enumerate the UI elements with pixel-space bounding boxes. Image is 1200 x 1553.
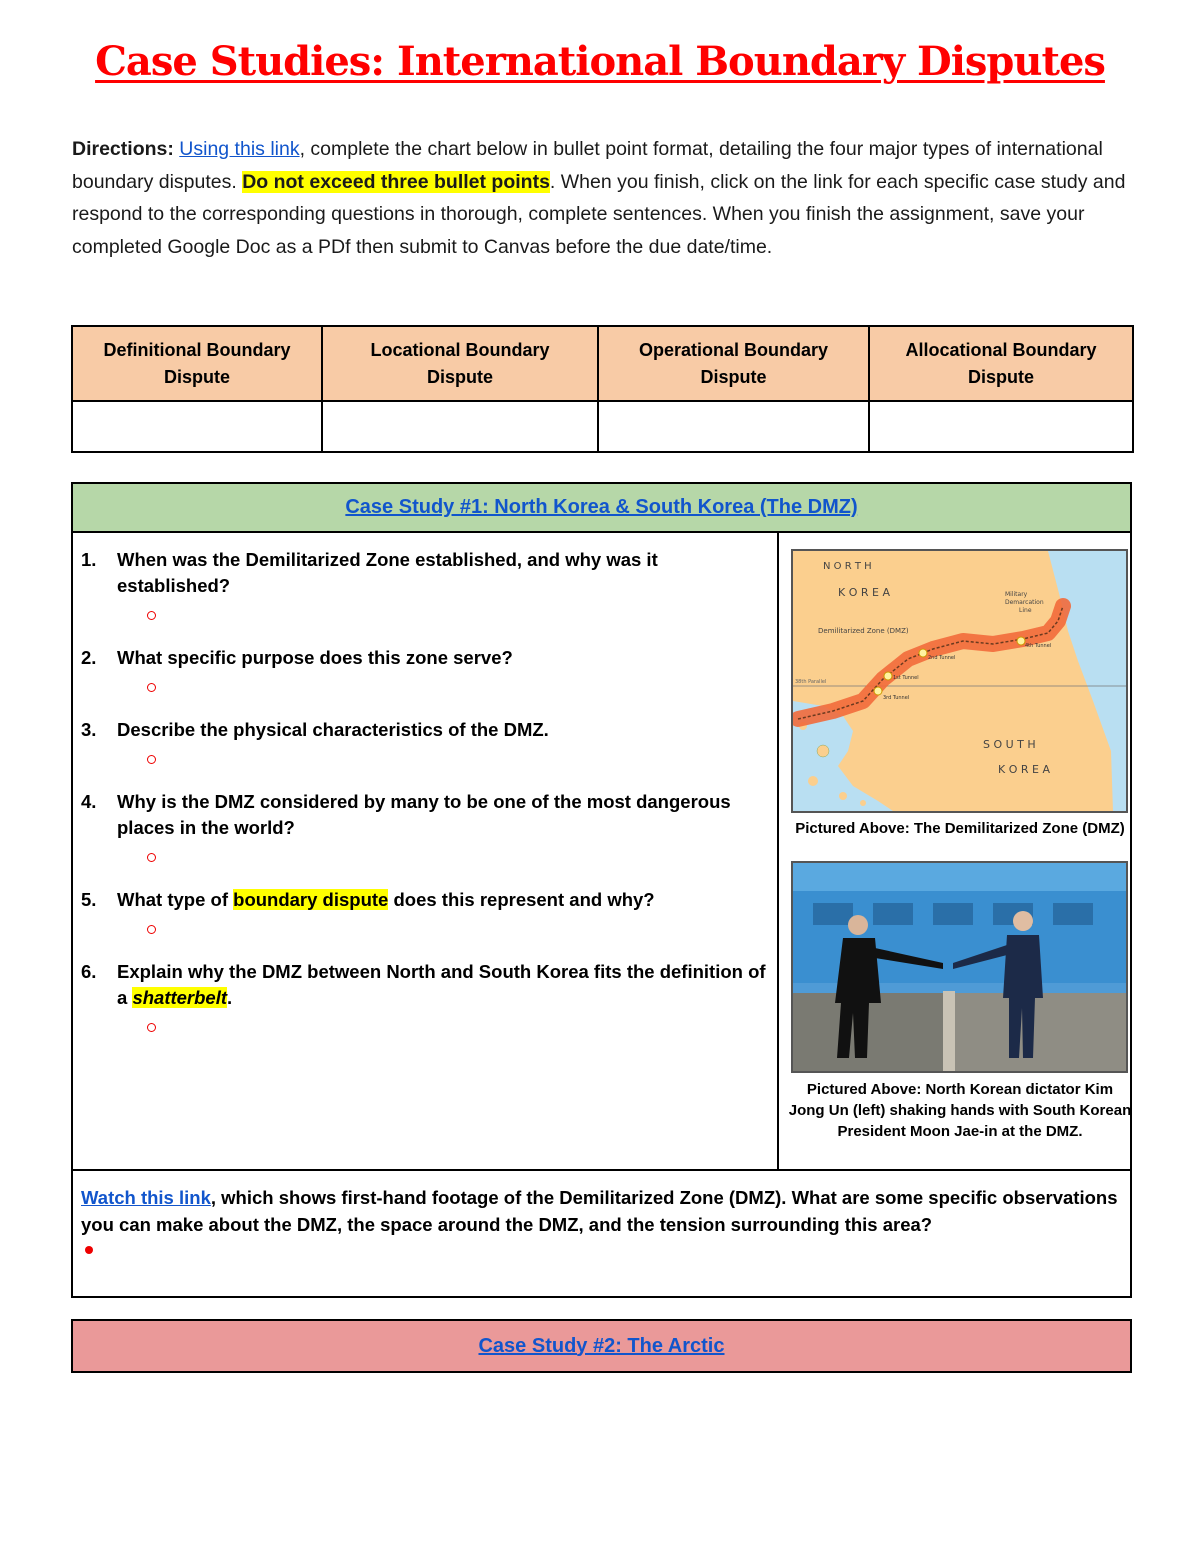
watch-this-link[interactable]: Watch this link	[81, 1187, 211, 1208]
directions-text-1: , complete the chart below in bullet point format, detailing the four major types of international boundary disputes.	[72, 138, 1103, 193]
watch-prompt-text: , which shows first-hand footage of the Demilitarized Zone (DMZ). What are some specific observations you can make about the DMZ, the space around the DMZ, and the tension surrounding this area?	[81, 1187, 1118, 1235]
header-definitional: Definitional Boundary Dispute	[72, 326, 322, 401]
question-number: 4.	[81, 791, 97, 812]
map-label-mdl-1: Military	[1005, 591, 1028, 598]
question-2	[81, 645, 771, 692]
case-study-1-watch-section	[73, 1169, 1130, 1296]
map-label-korea-south: K O R E A	[998, 763, 1050, 776]
question-highlight: boundary dispute	[233, 889, 389, 910]
directions-label: Directions:	[72, 138, 174, 160]
map-label-north: N O R T H	[823, 561, 872, 572]
map-label-tunnel: 2nd Tunnel	[928, 655, 956, 661]
question-6	[81, 959, 771, 1032]
question-number: 5.	[81, 889, 97, 910]
question-list	[81, 547, 771, 1032]
map-caption: Pictured Above: The Demilitarized Zone (DMZ)	[795, 820, 1125, 837]
map-label-dmz: Demilitarized Zone (DMZ)	[818, 627, 909, 635]
answer-bullet-icon[interactable]	[147, 755, 156, 764]
question-4	[81, 789, 771, 862]
answer-cell-operational[interactable]	[598, 401, 869, 452]
directions-text-2: . When you finish, click on the link for each specific case study and respond to the corresponding questions in thorough, complete sentences. When you finish the assignment, save your completed Google Doc as a PDf then submit to Canvas before the due date/time.	[72, 170, 1126, 258]
map-label-mdl-3: Line	[1019, 607, 1032, 614]
dmz-map-graphic	[793, 551, 1126, 811]
header-allocational: Allocational Boundary Dispute	[869, 326, 1133, 401]
question-text-post: does this represent and why?	[388, 889, 655, 910]
answer-bullet-icon[interactable]	[147, 853, 156, 862]
question-number: 3.	[81, 719, 97, 740]
map-label-tunnel: 3rd Tunnel	[883, 695, 910, 701]
map-label-tunnel: 4th Tunnel	[1025, 643, 1052, 649]
using-this-link[interactable]: Using this link	[179, 138, 300, 160]
answer-bullet-icon[interactable]	[147, 683, 156, 692]
case-study-2-header-link[interactable]: Case Study #2: The Arctic	[71, 1319, 1132, 1373]
dmz-map-image	[791, 549, 1128, 813]
question-text: Why is the DMZ considered by many to be one of the most dangerous places in the world?	[117, 791, 731, 838]
question-number: 6.	[81, 961, 97, 982]
question-number: 2.	[81, 647, 97, 668]
question-1	[81, 547, 771, 620]
question-text: When was the Demilitarized Zone established, and why was it established?	[117, 549, 658, 596]
answer-cell-allocational[interactable]	[869, 401, 1133, 452]
answer-bullet-icon[interactable]	[147, 611, 156, 620]
directions-paragraph	[72, 133, 1130, 263]
boundary-dispute-chart	[71, 325, 1134, 453]
case-study-1	[71, 482, 1132, 1298]
question-text-pre: What type of	[117, 889, 234, 910]
case-study-1-images	[779, 533, 1130, 1169]
header-locational: Locational Boundary Dispute	[322, 326, 598, 401]
answer-bullet-icon[interactable]	[147, 925, 156, 934]
chart-header-row	[72, 326, 1133, 401]
question-5	[81, 887, 771, 934]
answer-cell-definitional[interactable]	[72, 401, 322, 452]
map-label-tunnel: 1st Tunnel	[893, 675, 919, 681]
case-study-1-questions	[73, 533, 779, 1169]
photo-caption: Pictured Above: North Korean dictator Kim Jong Un (left) shaking hands with South Korean President Moon Jae-in at the DMZ.	[788, 1081, 1132, 1140]
question-text-pre: Explain why the DMZ between North and South Korea fits the definition of a	[117, 961, 766, 1008]
watch-prompt	[81, 1184, 1126, 1238]
map-label-south: S O U T H	[983, 738, 1036, 751]
answer-bullet-icon[interactable]	[85, 1246, 93, 1254]
question-number: 1.	[81, 549, 97, 570]
chart-answer-row	[72, 401, 1133, 452]
question-highlight: shatterbelt	[132, 987, 228, 1008]
question-text-post: .	[227, 987, 233, 1008]
answer-bullet-icon[interactable]	[147, 1023, 156, 1032]
map-label-korea-north: K O R E A	[838, 586, 890, 599]
question-text: What specific purpose does this zone serve?	[117, 647, 513, 668]
map-label-mdl-2: Demarcation	[1005, 599, 1044, 606]
case-study-1-header-link[interactable]: Case Study #1: North Korea & South Korea (The DMZ)	[73, 484, 1130, 533]
handshake-photo-graphic	[793, 863, 1126, 1071]
header-operational: Operational Boundary Dispute	[598, 326, 869, 401]
map-label-parallel: 38th Parallel	[795, 679, 827, 685]
handshake-photo	[791, 861, 1128, 1073]
directions-highlight: Do not exceed three bullet points	[242, 170, 550, 193]
page-title: Case Studies: International Boundary Disputes	[95, 38, 1105, 85]
question-3	[81, 717, 771, 764]
question-text: Describe the physical characteristics of the DMZ.	[117, 719, 549, 740]
answer-cell-locational[interactable]	[322, 401, 598, 452]
